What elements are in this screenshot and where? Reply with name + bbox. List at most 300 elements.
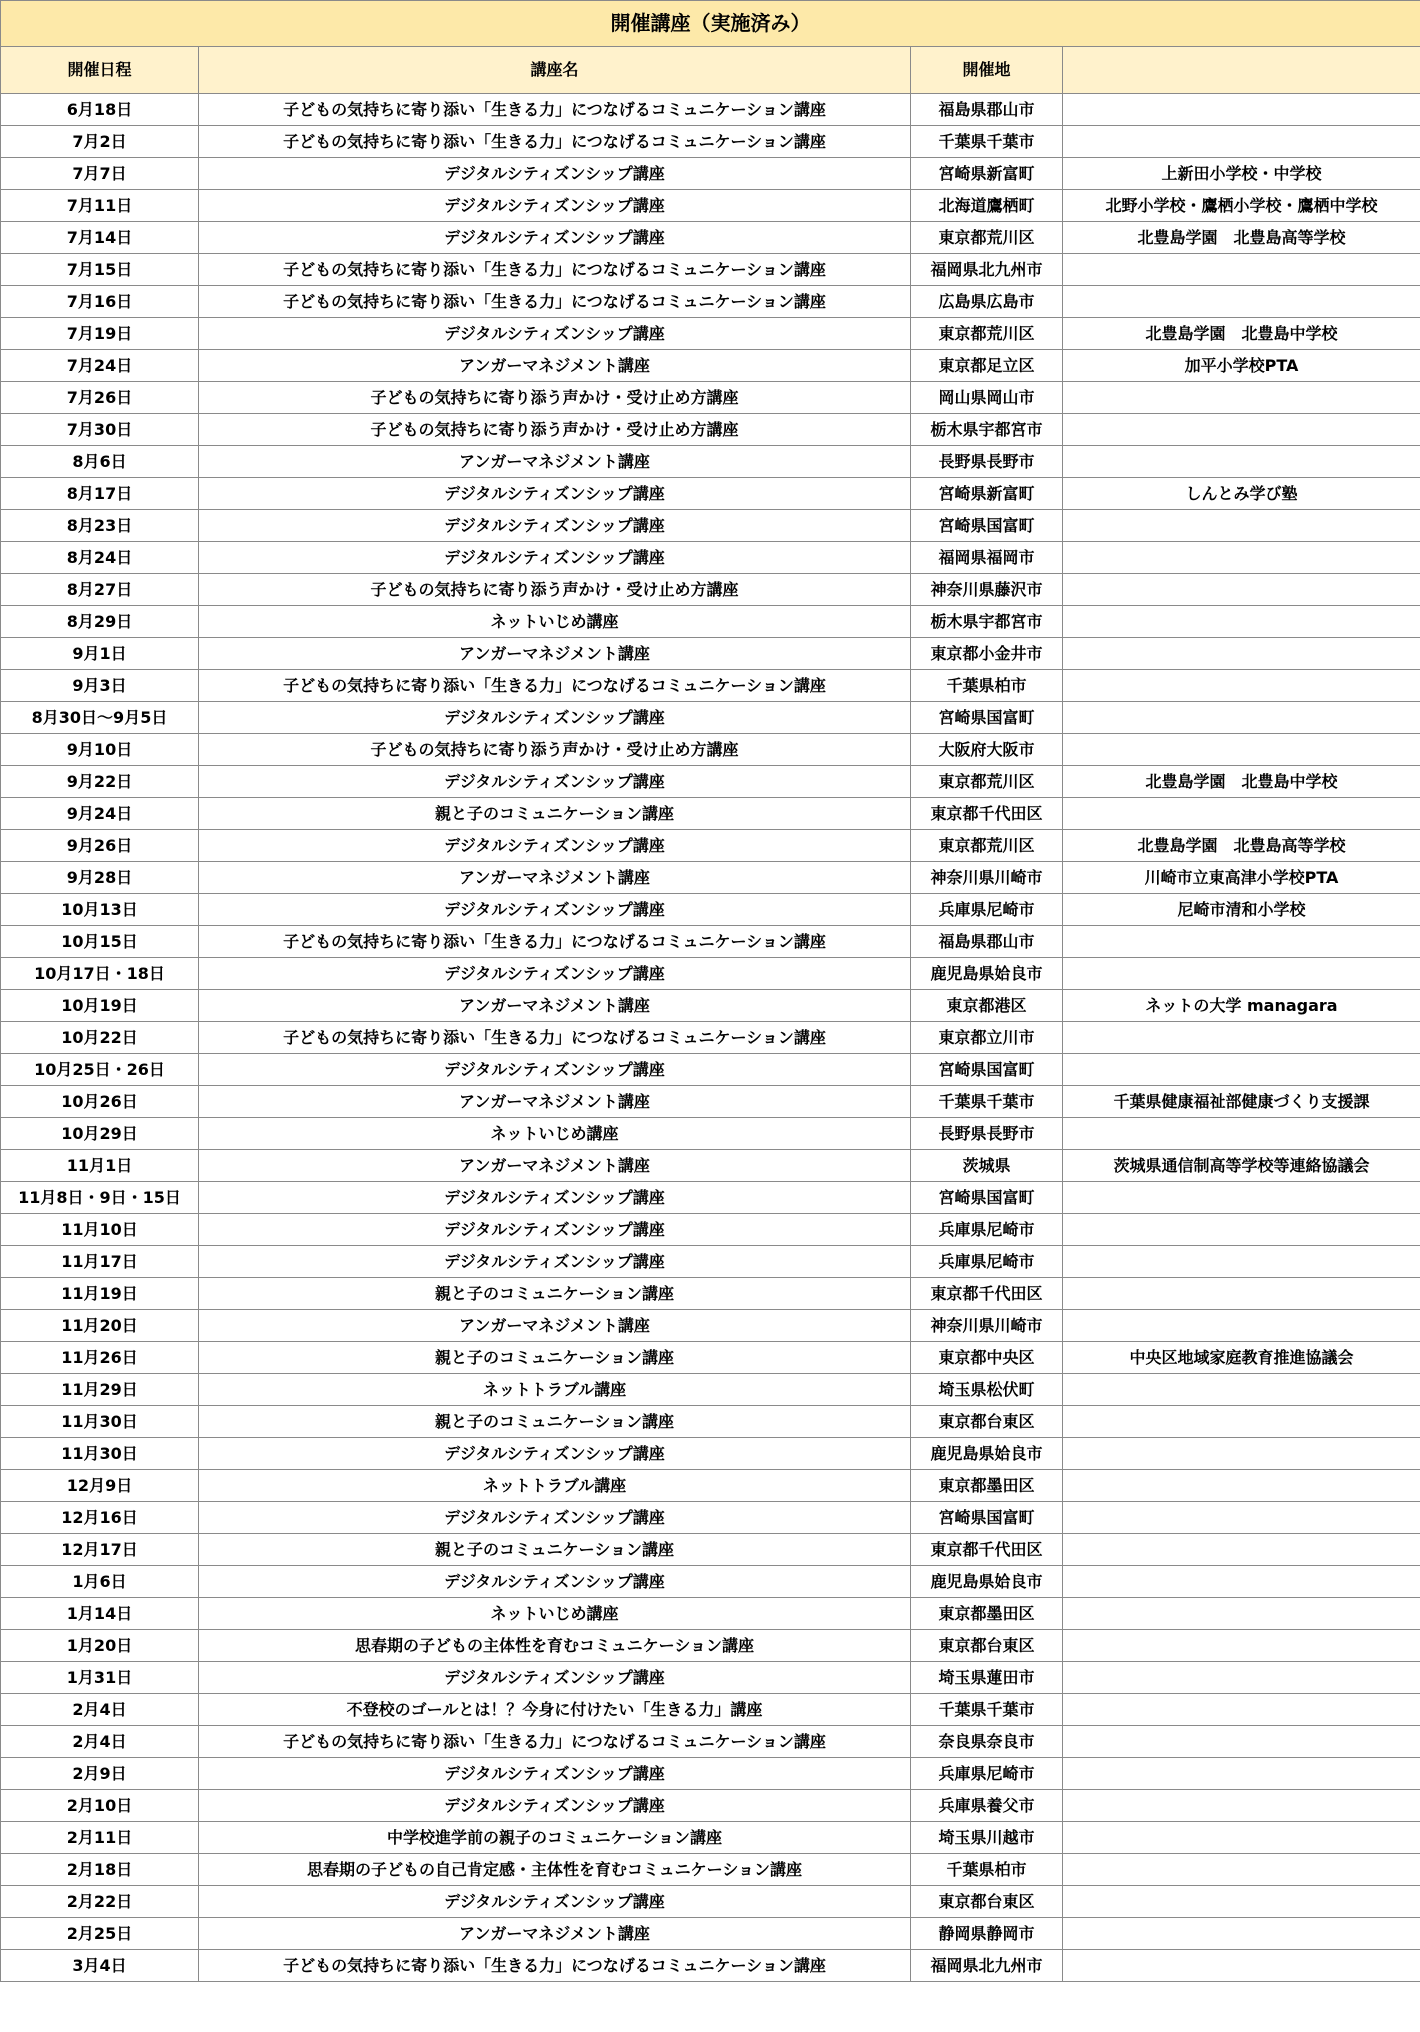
cell-lecture-name: デジタルシティズンシップ講座 — [199, 1886, 911, 1918]
cell-place: 千葉県柏市 — [911, 1854, 1063, 1886]
cell-note — [1063, 1566, 1420, 1598]
cell-date: 11月20日 — [1, 1310, 199, 1342]
table-row — [1, 894, 1420, 926]
cell-lecture-name: デジタルシティズンシップ講座 — [199, 190, 911, 222]
cell-date: 9月28日 — [1, 862, 199, 894]
cell-lecture-name: 親と子のコミュニケーション講座 — [199, 1278, 911, 1310]
table-row — [1, 574, 1420, 606]
cell-place: 東京都中央区 — [911, 1342, 1063, 1374]
cell-note — [1063, 1278, 1420, 1310]
cell-date: 8月24日 — [1, 542, 199, 574]
cell-lecture-name: デジタルシティズンシップ講座 — [199, 1054, 911, 1086]
cell-place: 埼玉県松伏町 — [911, 1374, 1063, 1406]
cell-place: 茨城県 — [911, 1150, 1063, 1182]
cell-note: 北豊島学園 北豊島高等学校 — [1063, 830, 1420, 862]
cell-note — [1063, 958, 1420, 990]
cell-date: 7月30日 — [1, 414, 199, 446]
table-row — [1, 1118, 1420, 1150]
table-row — [1, 446, 1420, 478]
header-place: 開催地 — [911, 47, 1063, 94]
cell-place: 東京都墨田区 — [911, 1598, 1063, 1630]
cell-lecture-name: 子どもの気持ちに寄り添う声かけ・受け止め方講座 — [199, 382, 911, 414]
cell-place: 兵庫県尼崎市 — [911, 1758, 1063, 1790]
table-row — [1, 286, 1420, 318]
cell-lecture-name: デジタルシティズンシップ講座 — [199, 958, 911, 990]
cell-date: 10月22日 — [1, 1022, 199, 1054]
cell-date: 11月30日 — [1, 1438, 199, 1470]
cell-lecture-name: ネットトラブル講座 — [199, 1470, 911, 1502]
cell-note — [1063, 798, 1420, 830]
cell-date: 2月18日 — [1, 1854, 199, 1886]
cell-date: 11月26日 — [1, 1342, 199, 1374]
cell-date: 2月4日 — [1, 1694, 199, 1726]
cell-note — [1063, 1854, 1420, 1886]
cell-note — [1063, 574, 1420, 606]
table-row — [1, 1374, 1420, 1406]
cell-note: 千葉県健康福祉部健康づくり支援課 — [1063, 1086, 1420, 1118]
cell-lecture-name: アンガーマネジメント講座 — [199, 990, 911, 1022]
cell-note — [1063, 1694, 1420, 1726]
cell-place: 千葉県柏市 — [911, 670, 1063, 702]
cell-date: 7月14日 — [1, 222, 199, 254]
table-row — [1, 862, 1420, 894]
cell-note — [1063, 1726, 1420, 1758]
table-row — [1, 1438, 1420, 1470]
cell-date: 9月22日 — [1, 766, 199, 798]
table-row — [1, 1246, 1420, 1278]
cell-place: 岡山県岡山市 — [911, 382, 1063, 414]
table-row — [1, 382, 1420, 414]
cell-place: 鹿児島県姶良市 — [911, 1438, 1063, 1470]
cell-lecture-name: デジタルシティズンシップ講座 — [199, 542, 911, 574]
cell-note: ネットの大学 managara — [1063, 990, 1420, 1022]
cell-lecture-name: アンガーマネジメント講座 — [199, 350, 911, 382]
cell-note — [1063, 254, 1420, 286]
cell-date: 1月6日 — [1, 1566, 199, 1598]
cell-lecture-name: デジタルシティズンシップ講座 — [199, 766, 911, 798]
cell-place: 東京都小金井市 — [911, 638, 1063, 670]
cell-note — [1063, 542, 1420, 574]
table-row — [1, 190, 1420, 222]
cell-place: 福島県郡山市 — [911, 926, 1063, 958]
cell-note — [1063, 1438, 1420, 1470]
cell-date: 9月24日 — [1, 798, 199, 830]
cell-note: しんとみ学び塾 — [1063, 478, 1420, 510]
cell-date: 11月30日 — [1, 1406, 199, 1438]
cell-lecture-name: 子どもの気持ちに寄り添い「生きる力」につなげるコミュニケーション講座 — [199, 1950, 911, 1982]
cell-note — [1063, 1918, 1420, 1950]
cell-date: 9月3日 — [1, 670, 199, 702]
cell-note — [1063, 1950, 1420, 1982]
cell-place: 北海道鷹栖町 — [911, 190, 1063, 222]
header-date: 開催日程 — [1, 47, 199, 94]
table-row — [1, 638, 1420, 670]
cell-date: 11月8日・9日・15日 — [1, 1182, 199, 1214]
cell-note — [1063, 638, 1420, 670]
table-row — [1, 94, 1420, 126]
cell-place: 東京都千代田区 — [911, 1278, 1063, 1310]
cell-lecture-name: ネットいじめ講座 — [199, 1598, 911, 1630]
cell-place: 福岡県福岡市 — [911, 542, 1063, 574]
cell-date: 11月10日 — [1, 1214, 199, 1246]
table-row — [1, 478, 1420, 510]
cell-date: 8月17日 — [1, 478, 199, 510]
table-row — [1, 254, 1420, 286]
cell-note: 北野小学校・鷹栖小学校・鷹栖中学校 — [1063, 190, 1420, 222]
cell-place: 福島県郡山市 — [911, 94, 1063, 126]
cell-date: 7月15日 — [1, 254, 199, 286]
cell-note: 北豊島学園 北豊島高等学校 — [1063, 222, 1420, 254]
cell-note — [1063, 1310, 1420, 1342]
cell-place: 宮崎県国富町 — [911, 1054, 1063, 1086]
cell-place: 宮崎県国富町 — [911, 510, 1063, 542]
cell-lecture-name: アンガーマネジメント講座 — [199, 1086, 911, 1118]
cell-note: 中央区地域家庭教育推進協議会 — [1063, 1342, 1420, 1374]
table-row — [1, 1822, 1420, 1854]
cell-place: 東京都荒川区 — [911, 830, 1063, 862]
cell-lecture-name: ネットいじめ講座 — [199, 1118, 911, 1150]
cell-place: 東京都荒川区 — [911, 766, 1063, 798]
cell-note: 茨城県通信制高等学校等連絡協議会 — [1063, 1150, 1420, 1182]
cell-lecture-name: デジタルシティズンシップ講座 — [199, 1758, 911, 1790]
cell-note — [1063, 1054, 1420, 1086]
cell-place: 宮崎県新富町 — [911, 478, 1063, 510]
cell-note — [1063, 606, 1420, 638]
cell-lecture-name: アンガーマネジメント講座 — [199, 638, 911, 670]
cell-place: 神奈川県藤沢市 — [911, 574, 1063, 606]
cell-date: 9月10日 — [1, 734, 199, 766]
cell-place: 広島県広島市 — [911, 286, 1063, 318]
cell-lecture-name: ネットトラブル講座 — [199, 1374, 911, 1406]
table-row — [1, 158, 1420, 190]
table-row — [1, 1534, 1420, 1566]
cell-date: 3月4日 — [1, 1950, 199, 1982]
cell-place: 埼玉県蓮田市 — [911, 1662, 1063, 1694]
cell-place: 東京都千代田区 — [911, 798, 1063, 830]
table-row — [1, 1694, 1420, 1726]
cell-note — [1063, 286, 1420, 318]
cell-place: 宮崎県国富町 — [911, 1502, 1063, 1534]
cell-note — [1063, 1662, 1420, 1694]
cell-lecture-name: アンガーマネジメント講座 — [199, 1918, 911, 1950]
cell-place: 福岡県北九州市 — [911, 1950, 1063, 1982]
cell-place: 栃木県宇都宮市 — [911, 606, 1063, 638]
cell-note — [1063, 1214, 1420, 1246]
cell-lecture-name: デジタルシティズンシップ講座 — [199, 1246, 911, 1278]
cell-note — [1063, 1758, 1420, 1790]
cell-note: 川崎市立東高津小学校PTA — [1063, 862, 1420, 894]
cell-lecture-name: ネットいじめ講座 — [199, 606, 911, 638]
cell-lecture-name: 親と子のコミュニケーション講座 — [199, 1534, 911, 1566]
cell-place: 神奈川県川崎市 — [911, 862, 1063, 894]
cell-date: 1月20日 — [1, 1630, 199, 1662]
cell-place: 東京都台東区 — [911, 1406, 1063, 1438]
cell-place: 宮崎県国富町 — [911, 1182, 1063, 1214]
table-row — [1, 1726, 1420, 1758]
cell-place: 静岡県静岡市 — [911, 1918, 1063, 1950]
cell-place: 東京都立川市 — [911, 1022, 1063, 1054]
cell-date: 11月29日 — [1, 1374, 199, 1406]
cell-place: 東京都台東区 — [911, 1630, 1063, 1662]
table-row — [1, 1278, 1420, 1310]
cell-lecture-name: 子どもの気持ちに寄り添い「生きる力」につなげるコミュニケーション講座 — [199, 94, 911, 126]
cell-place: 長野県長野市 — [911, 1118, 1063, 1150]
table-row — [1, 1502, 1420, 1534]
cell-place: 東京都墨田区 — [911, 1470, 1063, 1502]
cell-note — [1063, 1374, 1420, 1406]
cell-date: 10月15日 — [1, 926, 199, 958]
cell-date: 11月17日 — [1, 1246, 199, 1278]
cell-place: 宮崎県国富町 — [911, 702, 1063, 734]
cell-note — [1063, 414, 1420, 446]
cell-note — [1063, 670, 1420, 702]
table-row — [1, 1470, 1420, 1502]
cell-note — [1063, 1470, 1420, 1502]
cell-lecture-name: アンガーマネジメント講座 — [199, 1150, 911, 1182]
cell-lecture-name: アンガーマネジメント講座 — [199, 862, 911, 894]
table-row — [1, 542, 1420, 574]
cell-lecture-name: アンガーマネジメント講座 — [199, 446, 911, 478]
table-title-row — [1, 1, 1420, 47]
cell-date: 7月11日 — [1, 190, 199, 222]
cell-date: 2月9日 — [1, 1758, 199, 1790]
table-row — [1, 510, 1420, 542]
table-row — [1, 798, 1420, 830]
table-row — [1, 1598, 1420, 1630]
cell-date: 6月18日 — [1, 94, 199, 126]
cell-place: 奈良県奈良市 — [911, 1726, 1063, 1758]
cell-date: 10月26日 — [1, 1086, 199, 1118]
cell-place: 東京都荒川区 — [911, 318, 1063, 350]
cell-date: 8月30日～9月5日 — [1, 702, 199, 734]
cell-place: 長野県長野市 — [911, 446, 1063, 478]
cell-lecture-name: デジタルシティズンシップ講座 — [199, 1214, 911, 1246]
table-row — [1, 1086, 1420, 1118]
table-row — [1, 1918, 1420, 1950]
table-row — [1, 926, 1420, 958]
cell-date: 12月17日 — [1, 1534, 199, 1566]
cell-note — [1063, 1246, 1420, 1278]
cell-place: 栃木県宇都宮市 — [911, 414, 1063, 446]
cell-date: 2月22日 — [1, 1886, 199, 1918]
cell-lecture-name: 子どもの気持ちに寄り添い「生きる力」につなげるコミュニケーション講座 — [199, 1022, 911, 1054]
table-row — [1, 222, 1420, 254]
table-row — [1, 606, 1420, 638]
cell-lecture-name: 子どもの気持ちに寄り添い「生きる力」につなげるコミュニケーション講座 — [199, 1726, 911, 1758]
cell-date: 7月2日 — [1, 126, 199, 158]
table-body — [1, 94, 1420, 1982]
cell-date: 10月13日 — [1, 894, 199, 926]
cell-note — [1063, 1502, 1420, 1534]
cell-place: 東京都千代田区 — [911, 1534, 1063, 1566]
cell-place: 宮崎県新富町 — [911, 158, 1063, 190]
cell-date: 7月24日 — [1, 350, 199, 382]
cell-place: 千葉県千葉市 — [911, 126, 1063, 158]
cell-place: 東京都台東区 — [911, 1886, 1063, 1918]
cell-note: 尼崎市清和小学校 — [1063, 894, 1420, 926]
table-row — [1, 1182, 1420, 1214]
cell-date: 2月4日 — [1, 1726, 199, 1758]
cell-place: 埼玉県川越市 — [911, 1822, 1063, 1854]
table-row — [1, 734, 1420, 766]
header-note — [1063, 47, 1420, 94]
cell-place: 千葉県千葉市 — [911, 1086, 1063, 1118]
header-name: 講座名 — [199, 47, 911, 94]
cell-lecture-name: 不登校のゴールとは！？今身に付けたい「生きる力」講座 — [199, 1694, 911, 1726]
cell-date: 9月26日 — [1, 830, 199, 862]
cell-date: 8月23日 — [1, 510, 199, 542]
cell-lecture-name: デジタルシティズンシップ講座 — [199, 1502, 911, 1534]
table-row — [1, 1854, 1420, 1886]
cell-date: 11月1日 — [1, 1150, 199, 1182]
cell-note — [1063, 1182, 1420, 1214]
cell-note: 上新田小学校・中学校 — [1063, 158, 1420, 190]
cell-lecture-name: 子どもの気持ちに寄り添い「生きる力」につなげるコミュニケーション講座 — [199, 254, 911, 286]
cell-lecture-name: 子どもの気持ちに寄り添い「生きる力」につなげるコミュニケーション講座 — [199, 286, 911, 318]
cell-date: 8月6日 — [1, 446, 199, 478]
cell-date: 12月16日 — [1, 1502, 199, 1534]
table-row — [1, 1758, 1420, 1790]
cell-date: 2月10日 — [1, 1790, 199, 1822]
cell-lecture-name: デジタルシティズンシップ講座 — [199, 318, 911, 350]
cell-note: 加平小学校PTA — [1063, 350, 1420, 382]
cell-lecture-name: 子どもの気持ちに寄り添い「生きる力」につなげるコミュニケーション講座 — [199, 126, 911, 158]
cell-note: 北豊島学園 北豊島中学校 — [1063, 318, 1420, 350]
cell-note — [1063, 1790, 1420, 1822]
table-row — [1, 1022, 1420, 1054]
cell-lecture-name: 親と子のコミュニケーション講座 — [199, 1406, 911, 1438]
cell-lecture-name: デジタルシティズンシップ講座 — [199, 702, 911, 734]
cell-note — [1063, 1406, 1420, 1438]
cell-date: 2月11日 — [1, 1822, 199, 1854]
cell-place: 鹿児島県姶良市 — [911, 1566, 1063, 1598]
cell-lecture-name: 中学校進学前の親子のコミュニケーション講座 — [199, 1822, 911, 1854]
cell-place: 福岡県北九州市 — [911, 254, 1063, 286]
table-row — [1, 350, 1420, 382]
cell-note: 北豊島学園 北豊島中学校 — [1063, 766, 1420, 798]
cell-date: 7月19日 — [1, 318, 199, 350]
table-row — [1, 702, 1420, 734]
cell-note — [1063, 1022, 1420, 1054]
cell-note — [1063, 734, 1420, 766]
cell-lecture-name: 子どもの気持ちに寄り添い「生きる力」につなげるコミュニケーション講座 — [199, 670, 911, 702]
cell-note — [1063, 1534, 1420, 1566]
cell-lecture-name: 親と子のコミュニケーション講座 — [199, 798, 911, 830]
cell-date: 2月25日 — [1, 1918, 199, 1950]
cell-date: 8月29日 — [1, 606, 199, 638]
cell-lecture-name: 子どもの気持ちに寄り添う声かけ・受け止め方講座 — [199, 574, 911, 606]
table-row — [1, 414, 1420, 446]
cell-date: 10月17日・18日 — [1, 958, 199, 990]
cell-note — [1063, 126, 1420, 158]
cell-note — [1063, 702, 1420, 734]
cell-date: 1月31日 — [1, 1662, 199, 1694]
cell-lecture-name: 思春期の子どもの自己肯定感・主体性を育むコミュニケーション講座 — [199, 1854, 911, 1886]
cell-date: 10月25日・26日 — [1, 1054, 199, 1086]
cell-note — [1063, 510, 1420, 542]
cell-note — [1063, 1630, 1420, 1662]
cell-place: 東京都足立区 — [911, 350, 1063, 382]
cell-place: 兵庫県尼崎市 — [911, 894, 1063, 926]
cell-lecture-name: 子どもの気持ちに寄り添う声かけ・受け止め方講座 — [199, 414, 911, 446]
table-row — [1, 990, 1420, 1022]
table-row — [1, 766, 1420, 798]
cell-lecture-name: 思春期の子どもの主体性を育むコミュニケーション講座 — [199, 1630, 911, 1662]
cell-place: 兵庫県尼崎市 — [911, 1246, 1063, 1278]
cell-lecture-name: デジタルシティズンシップ講座 — [199, 1438, 911, 1470]
table-row — [1, 1342, 1420, 1374]
cell-date: 9月1日 — [1, 638, 199, 670]
cell-note — [1063, 94, 1420, 126]
cell-place: 兵庫県養父市 — [911, 1790, 1063, 1822]
table-row — [1, 126, 1420, 158]
cell-lecture-name: デジタルシティズンシップ講座 — [199, 1662, 911, 1694]
cell-place: 神奈川県川崎市 — [911, 1310, 1063, 1342]
table-row — [1, 670, 1420, 702]
cell-date: 8月27日 — [1, 574, 199, 606]
cell-date: 11月19日 — [1, 1278, 199, 1310]
cell-place: 兵庫県尼崎市 — [911, 1214, 1063, 1246]
cell-note — [1063, 446, 1420, 478]
cell-date: 12月9日 — [1, 1470, 199, 1502]
cell-lecture-name: デジタルシティズンシップ講座 — [199, 158, 911, 190]
table-row — [1, 1214, 1420, 1246]
cell-place: 東京都港区 — [911, 990, 1063, 1022]
table-row — [1, 1662, 1420, 1694]
table-title: 開催講座（実施済み） — [1, 1, 1420, 47]
table-row — [1, 1790, 1420, 1822]
cell-lecture-name: デジタルシティズンシップ講座 — [199, 222, 911, 254]
cell-lecture-name: アンガーマネジメント講座 — [199, 1310, 911, 1342]
table-row — [1, 1886, 1420, 1918]
cell-note — [1063, 1598, 1420, 1630]
cell-note — [1063, 382, 1420, 414]
cell-place: 千葉県千葉市 — [911, 1694, 1063, 1726]
cell-note — [1063, 1886, 1420, 1918]
cell-date: 7月7日 — [1, 158, 199, 190]
cell-lecture-name: デジタルシティズンシップ講座 — [199, 478, 911, 510]
cell-lecture-name: デジタルシティズンシップ講座 — [199, 1790, 911, 1822]
cell-lecture-name: デジタルシティズンシップ講座 — [199, 830, 911, 862]
table-row — [1, 1950, 1420, 1982]
table-row — [1, 1310, 1420, 1342]
cell-note — [1063, 926, 1420, 958]
cell-note — [1063, 1822, 1420, 1854]
table-row — [1, 1054, 1420, 1086]
cell-place: 鹿児島県姶良市 — [911, 958, 1063, 990]
table-header-row — [1, 47, 1420, 94]
cell-lecture-name: デジタルシティズンシップ講座 — [199, 1182, 911, 1214]
cell-note — [1063, 1118, 1420, 1150]
cell-date: 10月19日 — [1, 990, 199, 1022]
cell-place: 大阪府大阪市 — [911, 734, 1063, 766]
cell-lecture-name: 親と子のコミュニケーション講座 — [199, 1342, 911, 1374]
table-row — [1, 1150, 1420, 1182]
cell-date: 1月14日 — [1, 1598, 199, 1630]
table-row — [1, 1406, 1420, 1438]
cell-date: 10月29日 — [1, 1118, 199, 1150]
cell-lecture-name: デジタルシティズンシップ講座 — [199, 510, 911, 542]
cell-place: 東京都荒川区 — [911, 222, 1063, 254]
cell-lecture-name: 子どもの気持ちに寄り添う声かけ・受け止め方講座 — [199, 734, 911, 766]
table-row — [1, 318, 1420, 350]
table-row — [1, 1630, 1420, 1662]
table-row — [1, 958, 1420, 990]
cell-lecture-name: デジタルシティズンシップ講座 — [199, 1566, 911, 1598]
cell-date: 7月26日 — [1, 382, 199, 414]
table-row — [1, 1566, 1420, 1598]
table-row — [1, 830, 1420, 862]
